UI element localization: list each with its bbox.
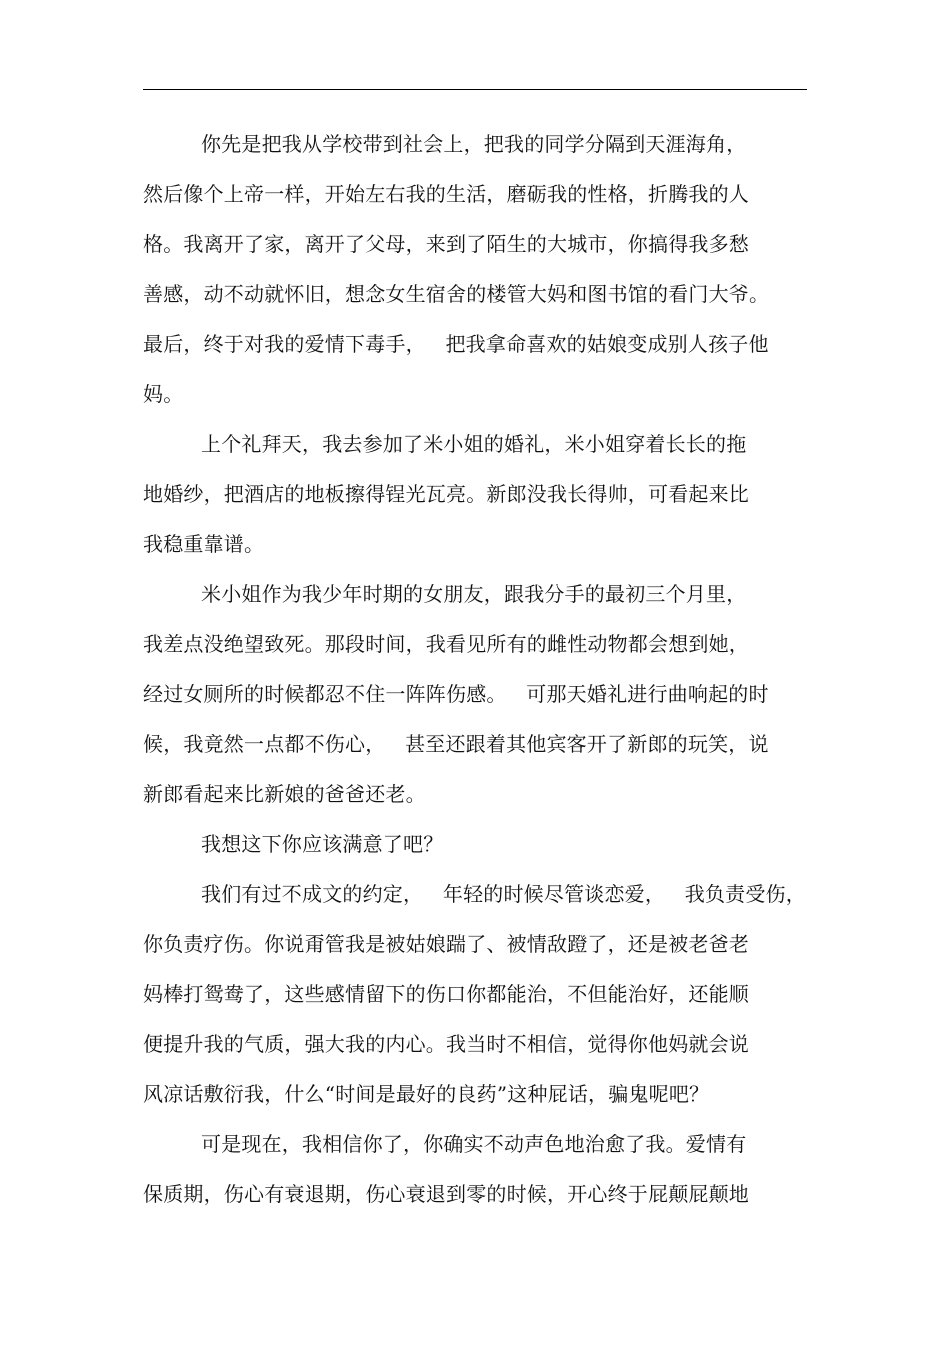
text-line: 可是现在，我相信你了，你确实不动声色地治愈了我。爱情有 [201,1132,747,1156]
text-line: 然后像个上帝一样，开始左右我的生活，磨砺我的性格，折腾我的人 [143,182,749,206]
text-line: 保质期，伤心有衰退期，伤心衰退到零的时候，开心终于屁颠屁颠地 [143,1182,749,1206]
text-line: 风凉话敷衍我，什么“时间是最好的良药”这种屁话，骗鬼呢吧？ [143,1082,710,1106]
text-line: 候，我竟然一点都不伤心， 甚至还跟着其他宾客开了新郎的玩笑，说 [143,732,769,756]
text-line: 我差点没绝望致死。那段时间，我看见所有的雌性动物都会想到她， [143,632,749,656]
text-line: 新郎看起来比新娘的爸爸还老。 [143,782,426,806]
text-line: 妈棒打鸳鸯了，这些感情留下的伤口你都能治，不但能治好，还能顺 [143,982,749,1006]
text-line: 经过女厕所的时候都忍不住一阵阵伤感。 可那天婚礼进行曲响起的时 [143,682,769,706]
text-line: 善感，动不动就怀旧，想念女生宿舍的楼管大妈和图书馆的看门大爷。 [143,282,770,306]
text-line: 地婚纱，把酒店的地板擦得锃光瓦亮。新郎没我长得帅，可看起来比 [143,482,749,506]
document-body [143,124,807,1224]
text-line: 你先是把我从学校带到社会上，把我的同学分隔到天涯海角， [201,132,747,156]
header-rule [143,89,807,90]
text-line: 上个礼拜天，我去参加了米小姐的婚礼，米小姐穿着长长的拖 [201,432,747,456]
text-line: 便提升我的气质，强大我的内心。我当时不相信，觉得你他妈就会说 [143,1032,749,1056]
text-line: 米小姐作为我少年时期的女朋友，跟我分手的最初三个月里， [201,582,747,606]
text-line: 格。我离开了家，离开了父母，来到了陌生的大城市，你搞得我多愁 [143,232,749,256]
text-line: 我想这下你应该满意了吧？ [201,832,444,856]
text-line: 我稳重靠谱。 [143,532,265,556]
text-line: 我们有过不成文的约定， 年轻的时候尽管谈恋爱， 我负责受伤， [201,882,806,906]
text-line: 妈。 [143,382,184,406]
text-line: 你负责疗伤。你说甭管我是被姑娘踹了、被情敌蹬了，还是被老爸老 [143,932,749,956]
text-line: 最后，终于对我的爱情下毒手， 把我拿命喜欢的姑娘变成别人孩子他 [143,332,769,356]
